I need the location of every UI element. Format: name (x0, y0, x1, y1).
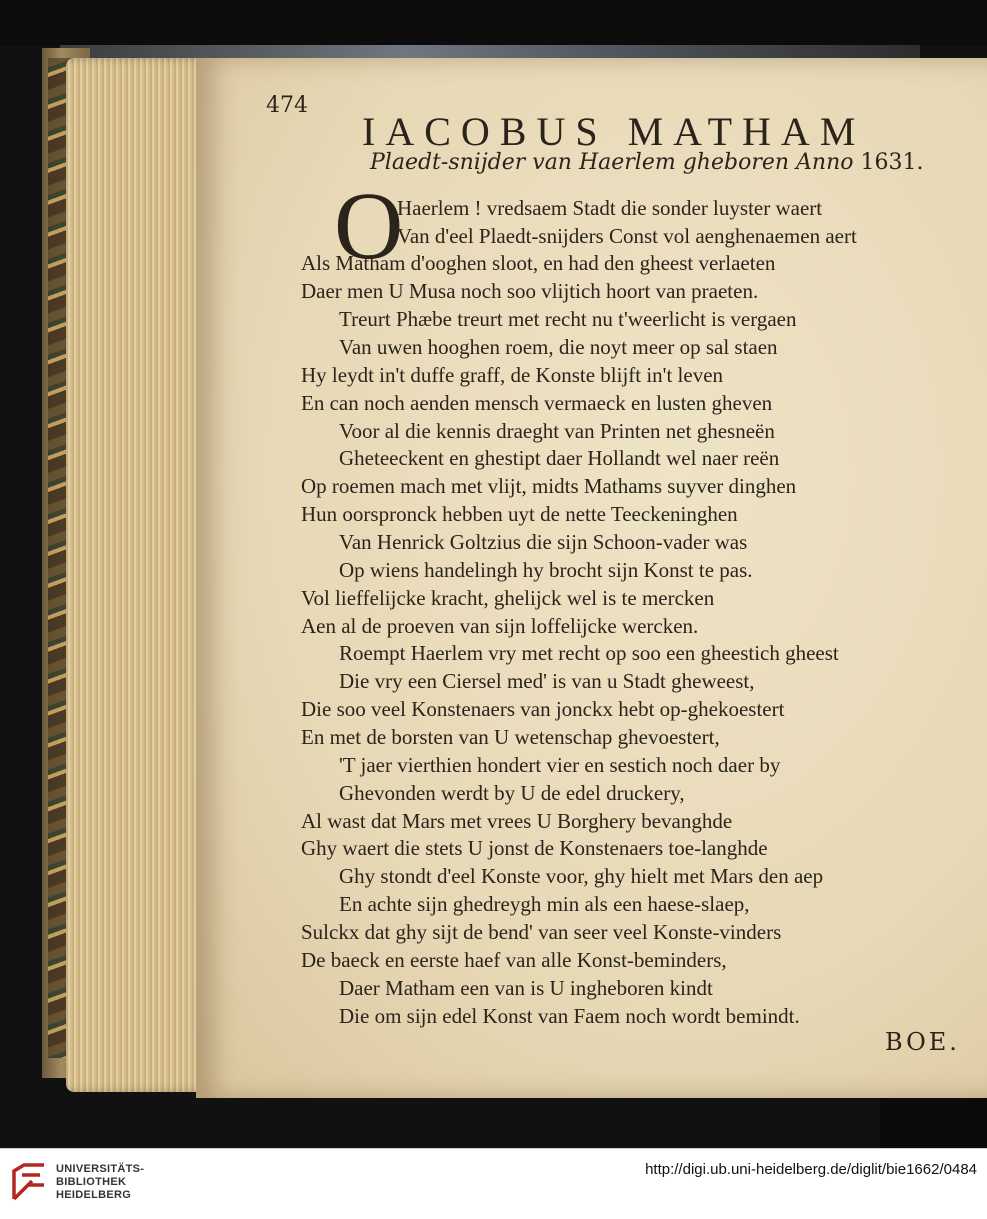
poem-line: 'T jaer vierthien hondert vier en sestich noch daer by (339, 753, 781, 777)
poem-line: Sulckx dat ghy sijt de bend' van seer veel Konste-vinders (301, 920, 782, 944)
background-corner (880, 1098, 987, 1148)
poem-line: Van Henrick Goltzius die sijn Schoon-vader was (339, 530, 748, 554)
poem-line: Haerlem ! vredsaem Stadt die sonder luyster waert (397, 196, 823, 220)
poem-line: En met de borsten van U wetenschap ghevoestert, (301, 725, 720, 749)
poem-line: En can noch aenden mensch vermaeck en lusten gheven (301, 391, 773, 415)
poem-line: Van d'eel Plaedt-snijders Const vol aenghenaemen aert (397, 224, 857, 248)
poem-line: De baeck en eerste haef van alle Konst-beminders, (301, 948, 727, 972)
poem-line: Ghy stondt d'eel Konste voor, ghy hielt met Mars den aep (339, 864, 824, 888)
subtitle-text: Plaedt-snijder van Haerlem gheboren Anno (370, 150, 854, 175)
logo-line-3: HEIDELBERG (56, 1189, 132, 1201)
poem-line: Op wiens handelingh hy brocht sijn Konst te pas. (339, 558, 753, 582)
poem-line: Hy leydt in't duffe graff, de Konste blijft in't leven (301, 363, 724, 387)
poem-line: Die om sijn edel Konst van Faem noch wordt bemindt. (339, 1004, 800, 1028)
background-strip (0, 0, 987, 46)
poem-line: Ghevonden werdt by U de edel druckery, (339, 781, 685, 805)
subtitle-year: 1631. (860, 150, 924, 175)
permalink-url[interactable]: http://digi.ub.uni-heidelberg.de/diglit/bie1662/0484 (645, 1161, 977, 1178)
poem-line: Voor al die kennis draeght van Printen net ghesneën (339, 419, 775, 443)
university-library-logo-icon[interactable] (10, 1161, 48, 1203)
poem-line: Aen al de proeven van sijn loffelijcke wercken. (301, 614, 699, 638)
poem-line: Roempt Haerlem vry met recht op soo een gheestich gheest (339, 641, 839, 665)
poem-line: Gheteeckent en ghestipt daer Hollandt wel naer reën (339, 446, 780, 470)
logo-line-1: UNIVERSITÄTS- (56, 1163, 145, 1175)
page-title: IACOBUS MATHAM (362, 109, 866, 154)
page-edges (66, 58, 216, 1092)
poem-line: Daer Matham een van is U ingheboren kindt (339, 976, 713, 1000)
page-subtitle (370, 150, 923, 175)
poem-line: Hun oorspronck hebben uyt de nette Teeckeninghen (301, 502, 738, 526)
poem-line: Van uwen hooghen roem, die noyt meer op sal staen (339, 335, 778, 359)
poem-line: Ghy waert die stets U jonst de Konstenaers toe-langhde (301, 836, 768, 860)
drop-cap-initial: O (334, 172, 404, 279)
poem-line: Op roemen mach met vlijt, midts Mathams suyver dinghen (301, 474, 797, 498)
poem-line: En achte sijn ghedreygh min als een haese-slaep, (339, 892, 750, 916)
poem-line: Vol lieffelijcke kracht, ghelijck wel is te mercken (301, 586, 715, 610)
poem-line: Daer men U Musa noch soo vlijtich hoort van praeten. (301, 279, 759, 303)
viewer-footer (0, 1148, 987, 1219)
logo-line-2: BIBLIOTHEK (56, 1176, 127, 1188)
poem-line: Treurt Phæbe treurt met recht nu t'weerlicht is vergaen (339, 307, 797, 331)
poem-line: Die soo veel Konstenaers van jonckx hebt op-ghekoestert (301, 697, 785, 721)
poem-line: Al wast dat Mars met vrees U Borghery bevanghde (301, 809, 733, 833)
poem-line: Als Matham d'ooghen sloot, en had den gheest verlaeten (301, 251, 776, 275)
page-number: 474 (266, 93, 308, 118)
poem-line: Die vry een Ciersel med' is van u Stadt gheweest, (339, 669, 755, 693)
catchword: BOE. (885, 1028, 960, 1056)
